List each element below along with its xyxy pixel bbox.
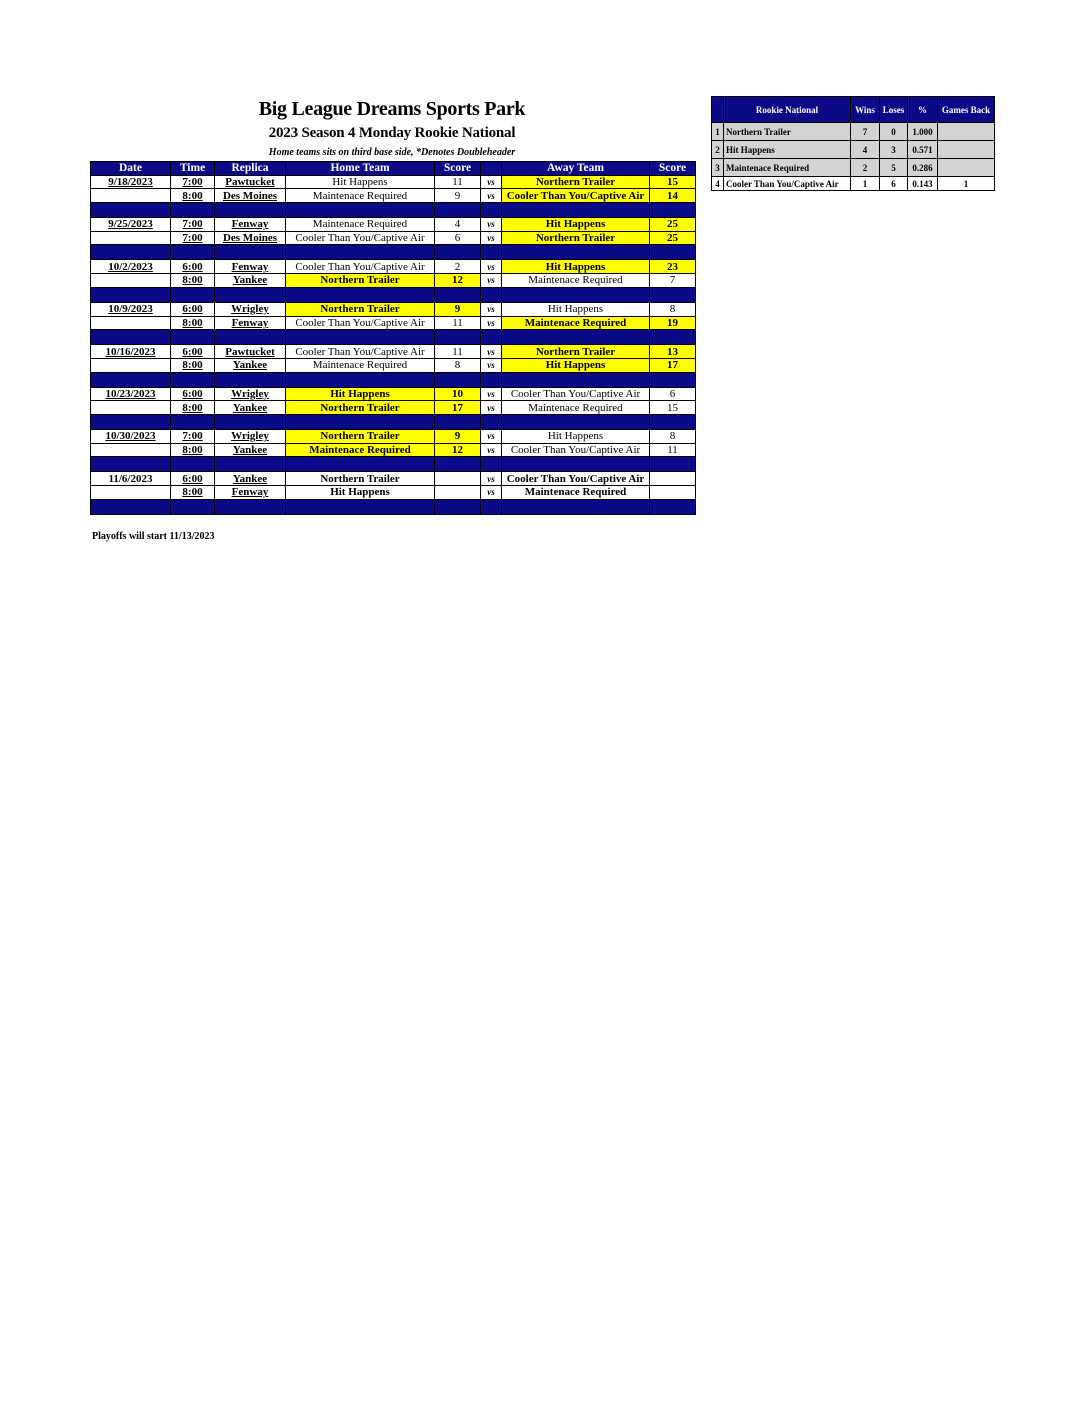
separator-cell: [650, 499, 696, 514]
home-team: Northern Trailer: [286, 274, 435, 288]
game-date: [91, 401, 171, 415]
away-score: 13: [650, 345, 696, 359]
standings-rank: 2: [712, 141, 724, 159]
away-score: [650, 472, 696, 486]
separator-cell: [286, 287, 435, 302]
separator-cell: [91, 330, 171, 345]
vs-label: vs: [481, 387, 502, 401]
standings-team: Maintenace Required: [724, 159, 851, 177]
game-row: [91, 429, 696, 443]
away-team: Hit Happens: [502, 358, 650, 372]
home-score: 9: [435, 429, 481, 443]
game-row: [91, 472, 696, 486]
standings-pct: 0.143: [908, 177, 938, 191]
standings-team: Northern Trailer: [724, 123, 851, 141]
standings-rank: 3: [712, 159, 724, 177]
game-time: 8:00: [171, 274, 215, 288]
home-team: Cooler Than You/Captive Air: [286, 345, 435, 359]
game-time: 6:00: [171, 260, 215, 274]
game-date: 9/18/2023: [91, 175, 171, 189]
separator-cell: [91, 414, 171, 429]
separator-cell: [481, 457, 502, 472]
away-team: Maintenace Required: [502, 316, 650, 330]
away-team: Northern Trailer: [502, 175, 650, 189]
standings-team: Cooler Than You/Captive Air: [724, 177, 851, 191]
home-team: Hit Happens: [286, 387, 435, 401]
separator-cell: [215, 372, 286, 387]
home-score: 12: [435, 443, 481, 457]
vs-label: vs: [481, 302, 502, 316]
separator-cell: [171, 330, 215, 345]
home-team: Northern Trailer: [286, 472, 435, 486]
home-score: 10: [435, 387, 481, 401]
game-row: [91, 274, 696, 288]
game-replica-field: Fenway: [215, 486, 286, 500]
separator-cell: [502, 203, 650, 218]
game-time: 7:00: [171, 175, 215, 189]
separator-cell: [91, 245, 171, 260]
game-replica-field: Wrigley: [215, 302, 286, 316]
game-replica-field: Des Moines: [215, 231, 286, 245]
game-date: 10/9/2023: [91, 302, 171, 316]
standings-header-wins: Wins: [851, 97, 880, 123]
home-score: 12: [435, 274, 481, 288]
game-time: 7:00: [171, 218, 215, 232]
separator-cell: [481, 372, 502, 387]
separator-cell: [502, 245, 650, 260]
col-header-vs: [481, 162, 502, 176]
away-score: 23: [650, 260, 696, 274]
playoffs-note: Playoffs will start 11/13/2023: [92, 531, 215, 542]
game-row: [91, 302, 696, 316]
standings-loses: 3: [880, 141, 908, 159]
away-team: Hit Happens: [502, 260, 650, 274]
away-score: 14: [650, 189, 696, 203]
home-team: Hit Happens: [286, 486, 435, 500]
away-score: 8: [650, 302, 696, 316]
home-score: 11: [435, 345, 481, 359]
separator-cell: [435, 287, 481, 302]
standings-games-back: [938, 123, 995, 141]
game-date: 11/6/2023: [91, 472, 171, 486]
game-row: [91, 486, 696, 500]
standings-team: Hit Happens: [724, 141, 851, 159]
standings-row: [712, 159, 995, 177]
home-team-note: Home teams sits on third base side, *Denotes Doubleheader: [268, 147, 516, 158]
game-date: [91, 486, 171, 500]
game-date: 9/25/2023: [91, 218, 171, 232]
home-team: Northern Trailer: [286, 401, 435, 415]
away-score: 25: [650, 218, 696, 232]
home-score: 9: [435, 189, 481, 203]
vs-label: vs: [481, 316, 502, 330]
home-score: 9: [435, 302, 481, 316]
standings-table: [711, 96, 995, 191]
separator-cell: [650, 203, 696, 218]
separator-cell: [171, 287, 215, 302]
separator-cell: [435, 330, 481, 345]
home-score: 17: [435, 401, 481, 415]
game-row: [91, 189, 696, 203]
game-replica-field: Pawtucket: [215, 175, 286, 189]
home-team: Northern Trailer: [286, 429, 435, 443]
vs-label: vs: [481, 472, 502, 486]
col-header-home-score: Score: [435, 162, 481, 176]
week-separator: [91, 414, 696, 429]
home-score: 6: [435, 231, 481, 245]
vs-label: vs: [481, 358, 502, 372]
separator-cell: [650, 330, 696, 345]
separator-cell: [435, 414, 481, 429]
away-score: 17: [650, 358, 696, 372]
separator-cell: [91, 457, 171, 472]
vs-label: vs: [481, 231, 502, 245]
game-row: [91, 175, 696, 189]
standings-rank: 4: [712, 177, 724, 191]
separator-cell: [286, 372, 435, 387]
game-replica-field: Fenway: [215, 316, 286, 330]
standings-games-back: [938, 141, 995, 159]
standings-header-games-back: Games Back: [938, 97, 995, 123]
home-team: Hit Happens: [286, 175, 435, 189]
standings-pct: 0.571: [908, 141, 938, 159]
separator-cell: [215, 245, 286, 260]
away-score: 19: [650, 316, 696, 330]
game-replica-field: Pawtucket: [215, 345, 286, 359]
away-team: Northern Trailer: [502, 231, 650, 245]
away-team: Maintenace Required: [502, 401, 650, 415]
game-row: [91, 260, 696, 274]
standings-row: [712, 123, 995, 141]
separator-cell: [435, 457, 481, 472]
home-score: 11: [435, 316, 481, 330]
game-replica-field: Yankee: [215, 401, 286, 415]
vs-label: vs: [481, 401, 502, 415]
standings-wins: 4: [851, 141, 880, 159]
game-time: 7:00: [171, 429, 215, 443]
standings-games-back: 1: [938, 177, 995, 191]
game-time: 8:00: [171, 443, 215, 457]
separator-cell: [215, 499, 286, 514]
home-score: [435, 486, 481, 500]
away-score: 25: [650, 231, 696, 245]
separator-cell: [215, 330, 286, 345]
away-team: Hit Happens: [502, 302, 650, 316]
separator-cell: [286, 457, 435, 472]
schedule-table: [90, 161, 696, 515]
separator-cell: [171, 203, 215, 218]
standings-header-row: [712, 97, 995, 123]
game-row: [91, 358, 696, 372]
game-date: [91, 443, 171, 457]
separator-cell: [481, 245, 502, 260]
separator-cell: [435, 372, 481, 387]
vs-label: vs: [481, 189, 502, 203]
away-score: 7: [650, 274, 696, 288]
standings-loses: 6: [880, 177, 908, 191]
standings-loses: 5: [880, 159, 908, 177]
separator-cell: [91, 287, 171, 302]
separator-cell: [502, 372, 650, 387]
game-time: 6:00: [171, 345, 215, 359]
game-row: [91, 218, 696, 232]
game-date: 10/2/2023: [91, 260, 171, 274]
away-team: Maintenace Required: [502, 274, 650, 288]
home-team: Maintenace Required: [286, 358, 435, 372]
game-date: [91, 231, 171, 245]
away-team: Cooler Than You/Captive Air: [502, 443, 650, 457]
away-team: Maintenace Required: [502, 486, 650, 500]
separator-cell: [286, 414, 435, 429]
away-score: 8: [650, 429, 696, 443]
game-time: 6:00: [171, 302, 215, 316]
separator-cell: [502, 287, 650, 302]
away-team: Cooler Than You/Captive Air: [502, 472, 650, 486]
standings-pct: 0.286: [908, 159, 938, 177]
title-block: [90, 96, 694, 161]
separator-cell: [171, 457, 215, 472]
away-team: Hit Happens: [502, 218, 650, 232]
separator-cell: [286, 499, 435, 514]
home-team: Maintenace Required: [286, 218, 435, 232]
away-team: Cooler Than You/Captive Air: [502, 189, 650, 203]
standings-header-loses: Loses: [880, 97, 908, 123]
vs-label: vs: [481, 175, 502, 189]
vs-label: vs: [481, 443, 502, 457]
separator-cell: [502, 330, 650, 345]
standings-row: [712, 141, 995, 159]
standings-row: [712, 177, 995, 191]
separator-cell: [650, 457, 696, 472]
game-date: [91, 316, 171, 330]
separator-cell: [481, 203, 502, 218]
away-score: 15: [650, 175, 696, 189]
game-time: 8:00: [171, 189, 215, 203]
vs-label: vs: [481, 345, 502, 359]
standings-games-back: [938, 159, 995, 177]
col-header-replica: Replica: [215, 162, 286, 176]
home-score: 2: [435, 260, 481, 274]
separator-cell: [502, 414, 650, 429]
away-team: Northern Trailer: [502, 345, 650, 359]
separator-cell: [481, 287, 502, 302]
home-score: 11: [435, 175, 481, 189]
home-team: Maintenace Required: [286, 443, 435, 457]
week-separator: [91, 287, 696, 302]
vs-label: vs: [481, 218, 502, 232]
col-header-away-score: Score: [650, 162, 696, 176]
separator-cell: [171, 414, 215, 429]
week-separator: [91, 330, 696, 345]
game-time: 6:00: [171, 472, 215, 486]
home-team: Northern Trailer: [286, 302, 435, 316]
home-score: 4: [435, 218, 481, 232]
home-score: 8: [435, 358, 481, 372]
game-replica-field: Wrigley: [215, 429, 286, 443]
separator-cell: [502, 457, 650, 472]
separator-cell: [650, 287, 696, 302]
home-score: [435, 472, 481, 486]
separator-cell: [215, 414, 286, 429]
separator-cell: [91, 203, 171, 218]
game-row: [91, 443, 696, 457]
home-team: Cooler Than You/Captive Air: [286, 231, 435, 245]
col-header-away-team: Away Team: [502, 162, 650, 176]
game-time: 6:00: [171, 387, 215, 401]
standings-wins: 1: [851, 177, 880, 191]
vs-label: vs: [481, 429, 502, 443]
away-team: Cooler Than You/Captive Air: [502, 387, 650, 401]
away-score: [650, 486, 696, 500]
home-team: Maintenace Required: [286, 189, 435, 203]
home-team: Cooler Than You/Captive Air: [286, 316, 435, 330]
game-date: [91, 274, 171, 288]
game-time: 7:00: [171, 231, 215, 245]
separator-cell: [171, 372, 215, 387]
schedule-body: [91, 175, 696, 514]
game-replica-field: Yankee: [215, 472, 286, 486]
game-row: [91, 316, 696, 330]
home-team: Cooler Than You/Captive Air: [286, 260, 435, 274]
separator-cell: [91, 372, 171, 387]
game-time: 8:00: [171, 358, 215, 372]
separator-cell: [215, 203, 286, 218]
separator-cell: [481, 499, 502, 514]
away-score: 6: [650, 387, 696, 401]
game-replica-field: Yankee: [215, 358, 286, 372]
week-separator: [91, 203, 696, 218]
week-separator: [91, 457, 696, 472]
page-subtitle: 2023 Season 4 Monday Rookie National: [268, 125, 516, 141]
separator-cell: [286, 203, 435, 218]
standings-rank: 1: [712, 123, 724, 141]
game-row: [91, 345, 696, 359]
schedule-header-row: [91, 162, 696, 176]
separator-cell: [171, 245, 215, 260]
separator-cell: [481, 414, 502, 429]
separator-cell: [435, 203, 481, 218]
game-replica-field: Fenway: [215, 260, 286, 274]
game-date: [91, 189, 171, 203]
away-team: Hit Happens: [502, 429, 650, 443]
game-time: 8:00: [171, 486, 215, 500]
separator-cell: [171, 499, 215, 514]
away-score: 15: [650, 401, 696, 415]
week-separator: [91, 499, 696, 514]
separator-cell: [650, 414, 696, 429]
vs-label: vs: [481, 486, 502, 500]
away-score: 11: [650, 443, 696, 457]
col-header-home-team: Home Team: [286, 162, 435, 176]
separator-cell: [91, 499, 171, 514]
game-date: 10/16/2023: [91, 345, 171, 359]
standings-wins: 7: [851, 123, 880, 141]
game-replica-field: Fenway: [215, 218, 286, 232]
separator-cell: [435, 499, 481, 514]
game-time: 8:00: [171, 401, 215, 415]
standings-loses: 0: [880, 123, 908, 141]
separator-cell: [286, 330, 435, 345]
standings-header-rank: [712, 97, 724, 123]
separator-cell: [286, 245, 435, 260]
separator-cell: [650, 245, 696, 260]
separator-cell: [650, 372, 696, 387]
game-row: [91, 231, 696, 245]
page-title: Big League Dreams Sports Park: [258, 98, 526, 120]
standings-header-pct: %: [908, 97, 938, 123]
game-replica-field: Yankee: [215, 274, 286, 288]
game-replica-field: Des Moines: [215, 189, 286, 203]
game-replica-field: Yankee: [215, 443, 286, 457]
week-separator: [91, 245, 696, 260]
game-date: [91, 358, 171, 372]
week-separator: [91, 372, 696, 387]
separator-cell: [435, 245, 481, 260]
game-replica-field: Wrigley: [215, 387, 286, 401]
game-row: [91, 387, 696, 401]
separator-cell: [502, 499, 650, 514]
game-date: 10/23/2023: [91, 387, 171, 401]
vs-label: vs: [481, 260, 502, 274]
separator-cell: [215, 287, 286, 302]
separator-cell: [215, 457, 286, 472]
game-row: [91, 401, 696, 415]
col-header-time: Time: [171, 162, 215, 176]
standings-pct: 1.000: [908, 123, 938, 141]
standings-header-division: Rookie National: [724, 97, 851, 123]
col-header-date: Date: [91, 162, 171, 176]
game-time: 8:00: [171, 316, 215, 330]
game-date: 10/30/2023: [91, 429, 171, 443]
vs-label: vs: [481, 274, 502, 288]
standings-wins: 2: [851, 159, 880, 177]
separator-cell: [481, 330, 502, 345]
